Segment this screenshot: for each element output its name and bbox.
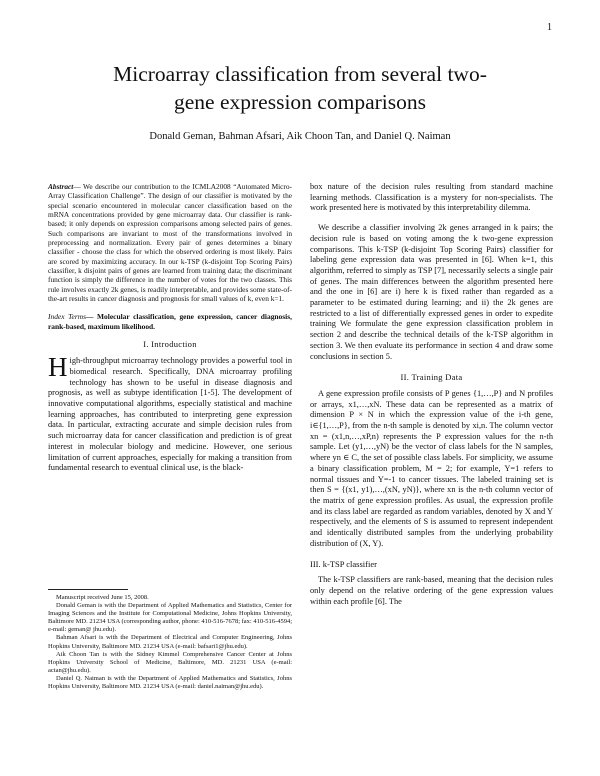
abstract-text: — We describe our contribution to the ICMLA2008 “Automated Micro-Array Classification Challenge”. The design of our classifier is motivated by the special scenario encountered in molecular cancer classification based on the mRNA concentrations provided by gene microarray data. Our classifier is rank-based; it only depends on expression comparisons among selected pairs of genes. Such comparisons are invariant to most of the transformations involved in preprocessing and normalization. Every pair of genes determines a binary classifier - choose the class for which the observed ordering is most likely. Pairs are scored by maximizing accuracy. In our k-TSP (k-disjoint Top Scoring Pairs) classifier, k disjoint pairs of genes are learned from training data; the discriminant function is simply the difference in the number of votes for the two classes. This rule involves exactly 2k genes, is readily interpretable, and provides some state-of-the-art results in cancer diagnosis and prognosis for small values of k, even k=1.: [48, 182, 292, 304]
drop-cap: H: [48, 352, 68, 383]
footnote-rule: [48, 589, 128, 590]
paper-title: [60, 60, 540, 116]
page-number: 1: [547, 22, 552, 33]
footnote-naiman: Daniel Q. Naiman is with the Department of Applied Mathematics and Statistics, Johns Hopkins University, Baltimore MD. 21234 USA (e-mail: daniel.naiman@jhu.edu).: [48, 674, 292, 691]
training-paragraph-1: A gene expression profile consists of P genes {1,…,P} and N profiles or arrays, x1,…,xN. These data can be represented as a matrix of dimension P × N in which the expression value of the i-th gene, i∈{1,…,P}, from the n-th sample is denoted by xi,n. The column vector xn = (x1,n,…,xP,n) represents the P expression values for the n-th sample. Let (y1,…,yN) be the vector of class labels for the N samples, where yn ∈ C, the set of possible class labels. For simplicity, we assume a binary classification problem, M = 2; for example, Y=1 refers to normal tissues and Y=-1 to cancer tissues. The labeled training set is then S = {(x1, y1),…,(xN, yN)}, where xn is the n-th column vector of the matrix of gene expression profiles. As usual, the expression profile and its class label are regarded as random variables, denoted by X and Y respectively, and the elements of S is assumed to represent independent and identically distributed samples from the underlying probability distribution of (X, Y).: [310, 388, 553, 548]
intro-paragraph-1-text: igh-throughput microarray technology provides a powerful tool in biomedical research. Specifically, DNA microarray profiling technology has shown to be useful in disease diagnosis and prognosis, as well as subtype identification [1-5]. The development of innovative computational algorithms, especially statistical and machine learning approaches, has contributed to interpreting gene expression data. In particular, extracting accurate and simple decision rules from such microarray data for cancer classification and prediction is of great interest in molecular biology and medicine. However, one serious limitation of current approaches, especially for making a transition from fundamental research to eventual clinical use, is the black-: [48, 356, 292, 473]
author-list: Donald Geman, Bahman Afsari, Aik Choon Tan, and Daniel Q. Naiman: [149, 131, 451, 142]
footnote-received: Manuscript received June 15, 2008.: [56, 594, 149, 601]
title-line-2: gene expression comparisons: [174, 90, 426, 114]
section-heading-ktsp: III. k-TSP classifier: [310, 558, 377, 569]
title-line-1: Microarray classification from several two-: [113, 62, 487, 86]
index-terms: [48, 312, 292, 331]
index-terms-label: Index Terms: [48, 312, 87, 322]
footnote-tan: Aik Choon Tan is with the Sidney Kimmel Comprehensive Cancer Center at Johns Hopkins University School of Medicine, Baltimore, MD. 21231 USA (e-mail: actan@jhu.edu).: [48, 650, 292, 674]
abstract: [48, 182, 292, 303]
intro-paragraph-2: We describe a classifier involving 2k genes arranged in k pairs; the decision rule is based on voting among the k two-gene expression comparisons. This k-TSP (k-disjoint Top Scoring Pairs) classifier for labeling gene expression data was presented in [6]. When k=1, this algorithm, referred to simply as TSP [7], necessarily selects a single pair of genes. The main differences between the algorithm presented here and the one in [6] are i) here k is fixed rather than regarded as a parameter to be estimated during learning; and ii) the 2k genes are restricted to a list of differentially expressed genes in order to expedite training We formulate the gene expression classification problem in section 2 and describe the technical details of the k-TSP algorithm in section 3. We then evaluate its performance in section 4 and draw some conclusions in section 5.: [310, 223, 553, 361]
left-column: [48, 182, 292, 474]
section-heading-introduction: I. Introduction: [143, 339, 197, 350]
right-column: [310, 182, 553, 607]
footnote-afsari: Bahman Afsari is with the Department of Electrical and Computer Engineering, Johns Hopkins University, Baltimore MD. 21234 USA (e-mail: bafsari1@jhu.edu).: [48, 634, 292, 650]
intro-paragraph-1-continued: box nature of the decision rules resulting from standard machine learning methods. Classification is a mystery for non-specialists. The work presented here is motivated by this interpretability dilemma.: [310, 182, 553, 213]
footnote-geman: Donald Geman is with the Department of Applied Mathematics and Statistics, Center for Imaging Sciences and the Institute for Computational Medicine, Johns Hopkins University, Baltimore MD. 21234 USA (corresponding author, phone: 410-516-7678; fax: 410-516-4594; e-mail: geman@ jhu.edu).: [48, 602, 292, 634]
intro-paragraph-1: [48, 352, 292, 474]
ktsp-paragraph-1: The k-TSP classifiers are rank-based, meaning that the decision rules only depend on the relative ordering of the gene expression values within each profile [6]. The: [310, 575, 553, 606]
index-terms-text: — Molecular classification, gene expression, cancer diagnosis, rank-based, maximum likelihood.: [48, 312, 292, 331]
footnotes: [48, 594, 292, 691]
section-heading-training-data: II. Training Data: [400, 372, 463, 383]
abstract-label: Abstract: [48, 182, 74, 191]
